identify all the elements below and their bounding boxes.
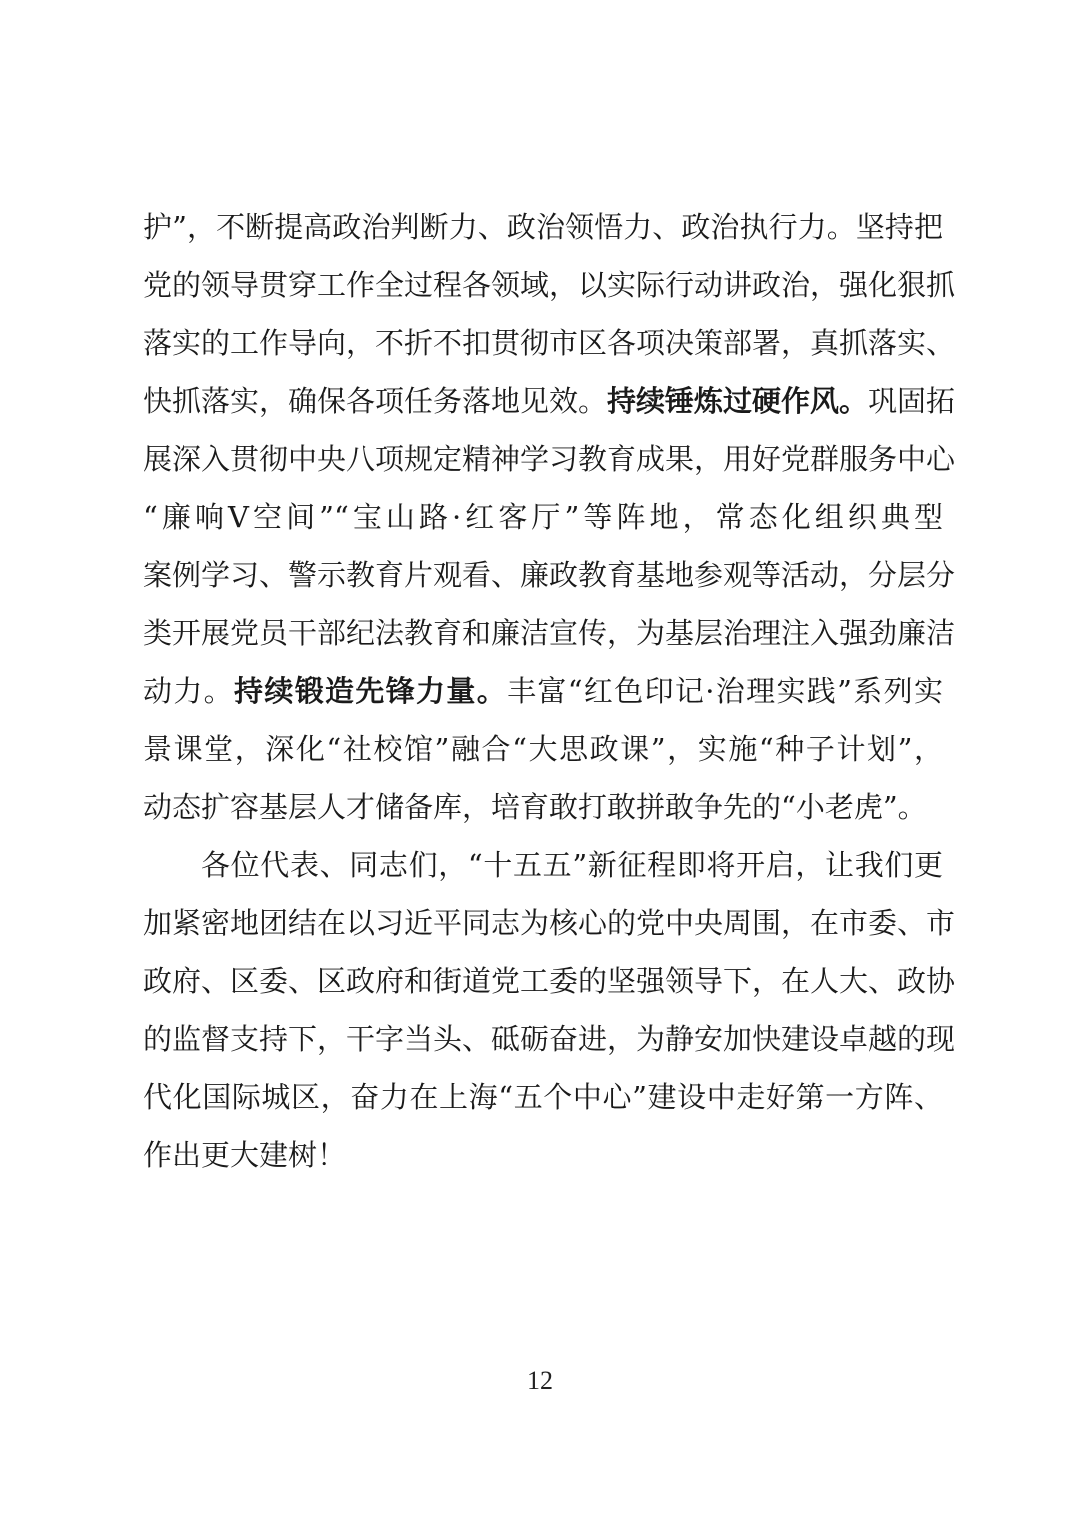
text-line: “廉响Ⅴ空间”“宝山路·红客厅”等阵地，常态化组织典型: [143, 500, 943, 534]
text-line: 加紧密地团结在以习近平同志为核心的党中央周围，在市委、市: [143, 906, 956, 940]
text-line: 案例学习、警示教育片观看、廉政教育基地参观等活动，分层分: [143, 558, 956, 592]
bold-heading: 持续锻造先锋力量。: [234, 674, 508, 708]
page-number: 12: [527, 1366, 553, 1395]
text-line: 类开展党员干部纪法教育和廉洁宣传，为基层治理注入强劲廉洁: [143, 616, 956, 650]
text-line: [143, 372, 956, 430]
body-text: [143, 198, 956, 1184]
paragraph-1: [143, 198, 956, 836]
text-line: 作出更大建树！: [143, 1138, 347, 1172]
text-span: 丰富“红色印记·治理实践”系列实: [507, 674, 943, 708]
text-line: 代化国际城区，奋力在上海“五个中心”建设中走好第一方阵、: [143, 1080, 943, 1114]
text-span: 巩固拓: [868, 384, 956, 418]
text-line: 政府、区委、区政府和街道党工委的坚强领导下，在人大、政协: [143, 964, 956, 998]
text-span: 动力。: [143, 674, 235, 708]
text-span: 快抓落实，确保各项任务落地见效。: [143, 384, 608, 418]
text-line: 景课堂，深化“社校馆”融合“大思政课”，实施“种子计划”，: [143, 732, 943, 766]
paragraph-2: [143, 836, 956, 1184]
text-line: 展深入贯彻中央八项规定精神学习教育成果，用好党群服务中心: [143, 442, 956, 476]
text-line: 落实的工作导向，不折不扣贯彻市区各项决策部署，真抓落实、: [143, 326, 956, 360]
bold-heading: 持续锤炼过硬作风。: [607, 384, 869, 418]
text-line: 党的领导贯穿工作全过程各领域，以实际行动讲政治，强化狠抓: [143, 268, 956, 302]
text-line: [143, 662, 943, 720]
text-line: 各位代表、同志们，“十五五”新征程即将开启，让我们更: [201, 848, 943, 882]
text-line: 动态扩容基层人才储备库，培育敢打敢拼敢争先的“小老虎”。: [143, 790, 927, 824]
text-line: 的监督支持下，干字当头、砥砺奋进，为静安加快建设卓越的现: [143, 1022, 956, 1056]
text-line: 护”，不断提高政治判断力、政治领悟力、政治执行力。坚持把: [143, 210, 943, 244]
